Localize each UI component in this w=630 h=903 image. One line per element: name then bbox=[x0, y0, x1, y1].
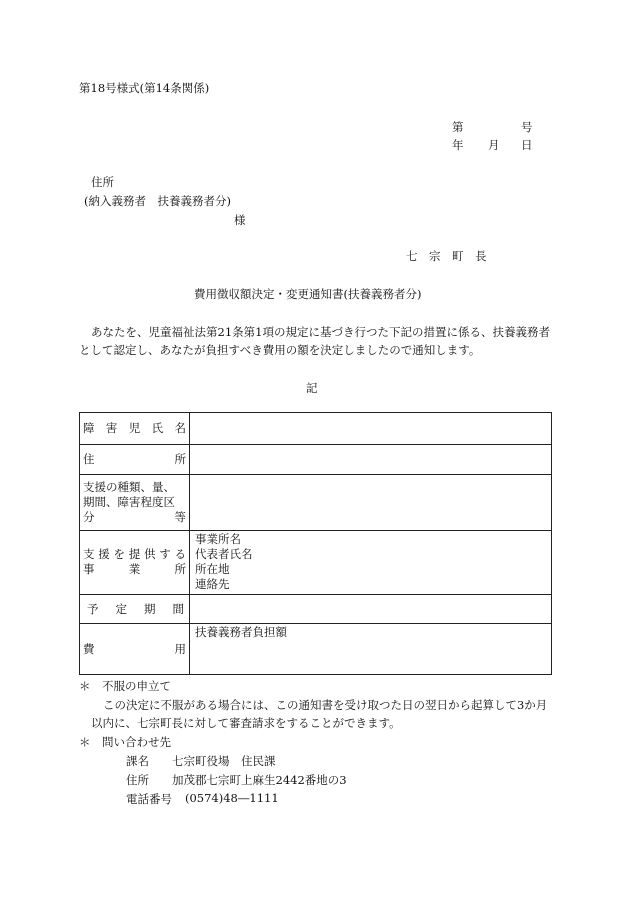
label-provider: 支 援 を 提 供 す る 事 業 所 bbox=[80, 531, 190, 595]
date-year: 年 bbox=[452, 138, 464, 152]
label-address: 住 所 bbox=[80, 445, 190, 475]
appeal-line-2: 以内に、七宗町長に対して審査請求をすることができます。 bbox=[91, 716, 401, 730]
appeal-heading: ＊ 不服の申立て bbox=[79, 679, 171, 693]
date-month: 月 bbox=[488, 138, 500, 152]
details-table bbox=[79, 412, 552, 675]
contact-dept-label: 課名 bbox=[126, 754, 149, 768]
recipient-sama: 様 bbox=[234, 213, 246, 227]
row-child-name bbox=[80, 413, 552, 445]
number-dai: 第 bbox=[452, 120, 464, 134]
address-label: 住所 bbox=[91, 175, 114, 189]
row-support-type bbox=[80, 475, 552, 531]
row-provider bbox=[80, 531, 552, 595]
value-provider[interactable] bbox=[190, 531, 552, 595]
contact-phone-label: 電話番号 bbox=[126, 792, 172, 806]
cost-sub-label: 扶養義務者負担額 bbox=[195, 625, 287, 639]
appeal-line-1: この決定に不服がある場合には、この通知書を受け取つた日の翌日から起算して3か月 bbox=[103, 698, 548, 712]
contact-phone-value: (0574)48―1111 bbox=[185, 791, 279, 805]
value-cost[interactable] bbox=[190, 624, 552, 675]
provider-location-label: 所在地 bbox=[195, 562, 230, 576]
value-child-name[interactable] bbox=[190, 413, 552, 445]
provider-name-label: 事業所名 bbox=[195, 532, 241, 546]
value-period[interactable] bbox=[190, 595, 552, 624]
form-number: 第18号様式(第14条関係) bbox=[79, 81, 210, 95]
row-cost bbox=[80, 624, 552, 675]
contact-dept-value: 七宗町役場 住民課 bbox=[172, 754, 276, 768]
label-child-name: 障 害 児 氏 名 bbox=[80, 413, 190, 445]
provider-contact-label: 連絡先 bbox=[195, 577, 230, 591]
contact-address-value: 加茂郡七宗町上麻生2442番地の3 bbox=[172, 773, 347, 787]
value-support-type[interactable] bbox=[190, 475, 552, 531]
ki-heading: 記 bbox=[306, 381, 318, 395]
label-support-type: 支援の種類、量、 期間、障害程度区 分 等 bbox=[80, 475, 190, 531]
provider-rep-label: 代表者氏名 bbox=[195, 547, 253, 561]
value-address[interactable] bbox=[190, 445, 552, 475]
label-period: 予 定 期 間 bbox=[80, 595, 190, 624]
row-address bbox=[80, 445, 552, 475]
body-line-2: として認定し、あなたが負担すべき費用の額を決定しましたので通知します。 bbox=[79, 343, 481, 357]
label-cost: 費 用 bbox=[80, 624, 190, 675]
contact-heading: ＊ 問い合わせ先 bbox=[79, 735, 171, 749]
number-go: 号 bbox=[521, 120, 533, 134]
issuer: 七 宗 町 長 bbox=[406, 249, 487, 263]
document-title: 費用徴収額決定・変更通知書(扶養義務者分) bbox=[194, 287, 422, 301]
contact-address-label: 住所 bbox=[126, 773, 149, 787]
body-line-1: あなたを、児童福祉法第21条第1項の規定に基づき行つた下記の措置に係る、扶養義務者 bbox=[91, 325, 550, 339]
date-day: 日 bbox=[521, 138, 533, 152]
recipient-type: (納入義務者 扶養義務者分) bbox=[84, 194, 231, 208]
row-period bbox=[80, 595, 552, 624]
